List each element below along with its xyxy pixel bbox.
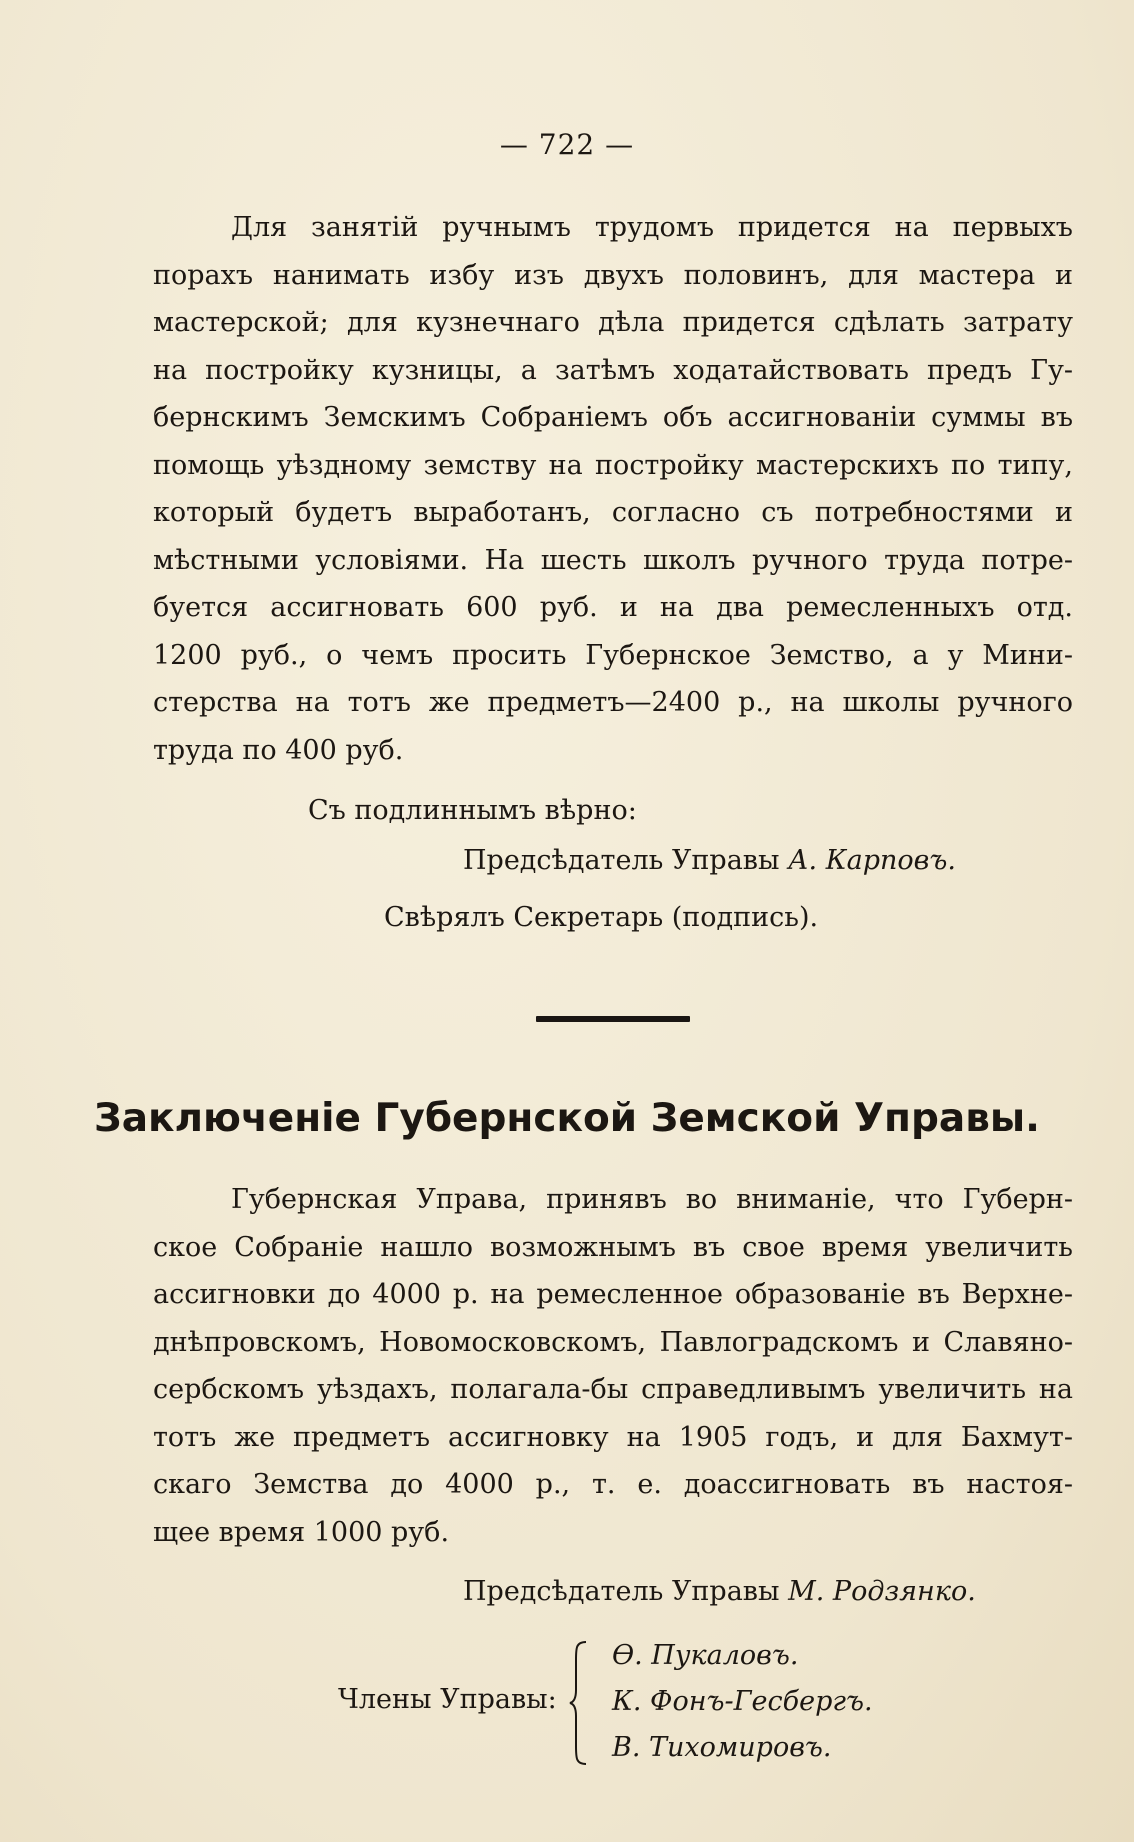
paragraph-line: Губернская Управа, принявъ во вниманіе, что Губерн-: [231, 1184, 1073, 1215]
chairman-name: А. Карповъ.: [788, 845, 956, 876]
members-label: Члены Управы:: [338, 1684, 557, 1715]
chairman-label: Предсѣдатель Управы: [463, 1576, 780, 1607]
secretary-verified-line: Свѣрялъ Секретарь (подпись).: [384, 902, 819, 933]
chairman-signature-2: [463, 1576, 976, 1607]
paragraph-line: тотъ же предметъ ассигновку на 1905 годъ, и для Бахмут-: [153, 1421, 1073, 1453]
paragraph-line: 1200 руб., о чемъ просить Губернское Земство, а у Мини-: [153, 639, 1073, 671]
chairman-name: М. Родзянко.: [788, 1576, 976, 1607]
paragraph-line: труда по 400 руб.: [153, 734, 404, 766]
paragraph-line: мастерской; для кузнечнаго дѣла придется сдѣлать затрату: [153, 307, 1073, 338]
section-heading: Заключеніе Губернской Земской Управы.: [94, 1096, 1040, 1141]
paragraph-line: бернскимъ Земскимъ Собраніемъ объ ассигнованіи суммы въ: [153, 402, 1073, 433]
curly-brace-icon: [568, 1640, 590, 1766]
paragraph-line: стерства на тотъ же предметъ—2400 р., на школы ручного: [153, 687, 1073, 718]
paragraph-line: Для занятій ручнымъ трудомъ придется на первыхъ: [231, 212, 1073, 243]
paragraph-line: буется ассигновать 600 руб. и на два ремесленныхъ отд.: [153, 592, 1073, 623]
member-name-1: Ѳ. Пукаловъ.: [612, 1640, 799, 1671]
paragraph-line: который будетъ выработанъ, согласно съ потребностями и: [153, 497, 1073, 528]
chairman-label: Предсѣдатель Управы: [463, 845, 780, 876]
chairman-signature-1: [463, 845, 956, 876]
member-name-2: К. Фонъ-Гесбергъ.: [612, 1686, 873, 1717]
paragraph-line: ское Собраніе нашло возможнымъ въ свое время увеличить: [153, 1231, 1073, 1263]
paragraph-line: днѣпровскомъ, Новомосковскомъ, Павлоградскомъ и Славяно-: [153, 1326, 1073, 1358]
paragraph-line: помощь уѣздному земству на постройку мастерскихъ по типу,: [153, 449, 1073, 481]
paragraph-line: на постройку кузницы, а затѣмъ ходатайствовать предъ Гу-: [153, 354, 1073, 386]
section-divider: [536, 1016, 690, 1022]
paragraph-line: сербскомъ уѣздахъ, полагала-бы справедливымъ увеличить на: [153, 1374, 1073, 1405]
paragraph-2: [153, 1176, 1073, 1556]
page-number: — 722 —: [499, 128, 635, 161]
paragraph-line: порахъ нанимать избу изъ двухъ половинъ, для мастера и: [153, 259, 1073, 291]
paragraph-line: ассигновки до 4000 р. на ремесленное образованіе въ Верхне-: [153, 1279, 1073, 1310]
member-name-3: В. Тихомировъ.: [612, 1732, 832, 1763]
paragraph-line: мѣстными условіями. На шесть школъ ручного труда потре-: [153, 544, 1073, 576]
paragraph-1: [153, 204, 1073, 774]
paragraph-line: щее время 1000 руб.: [153, 1516, 450, 1548]
certified-line: Съ подлиннымъ вѣрно:: [308, 795, 637, 826]
paragraph-line: скаго Земства до 4000 р., т. е. доассигновать въ настоя-: [153, 1469, 1073, 1500]
